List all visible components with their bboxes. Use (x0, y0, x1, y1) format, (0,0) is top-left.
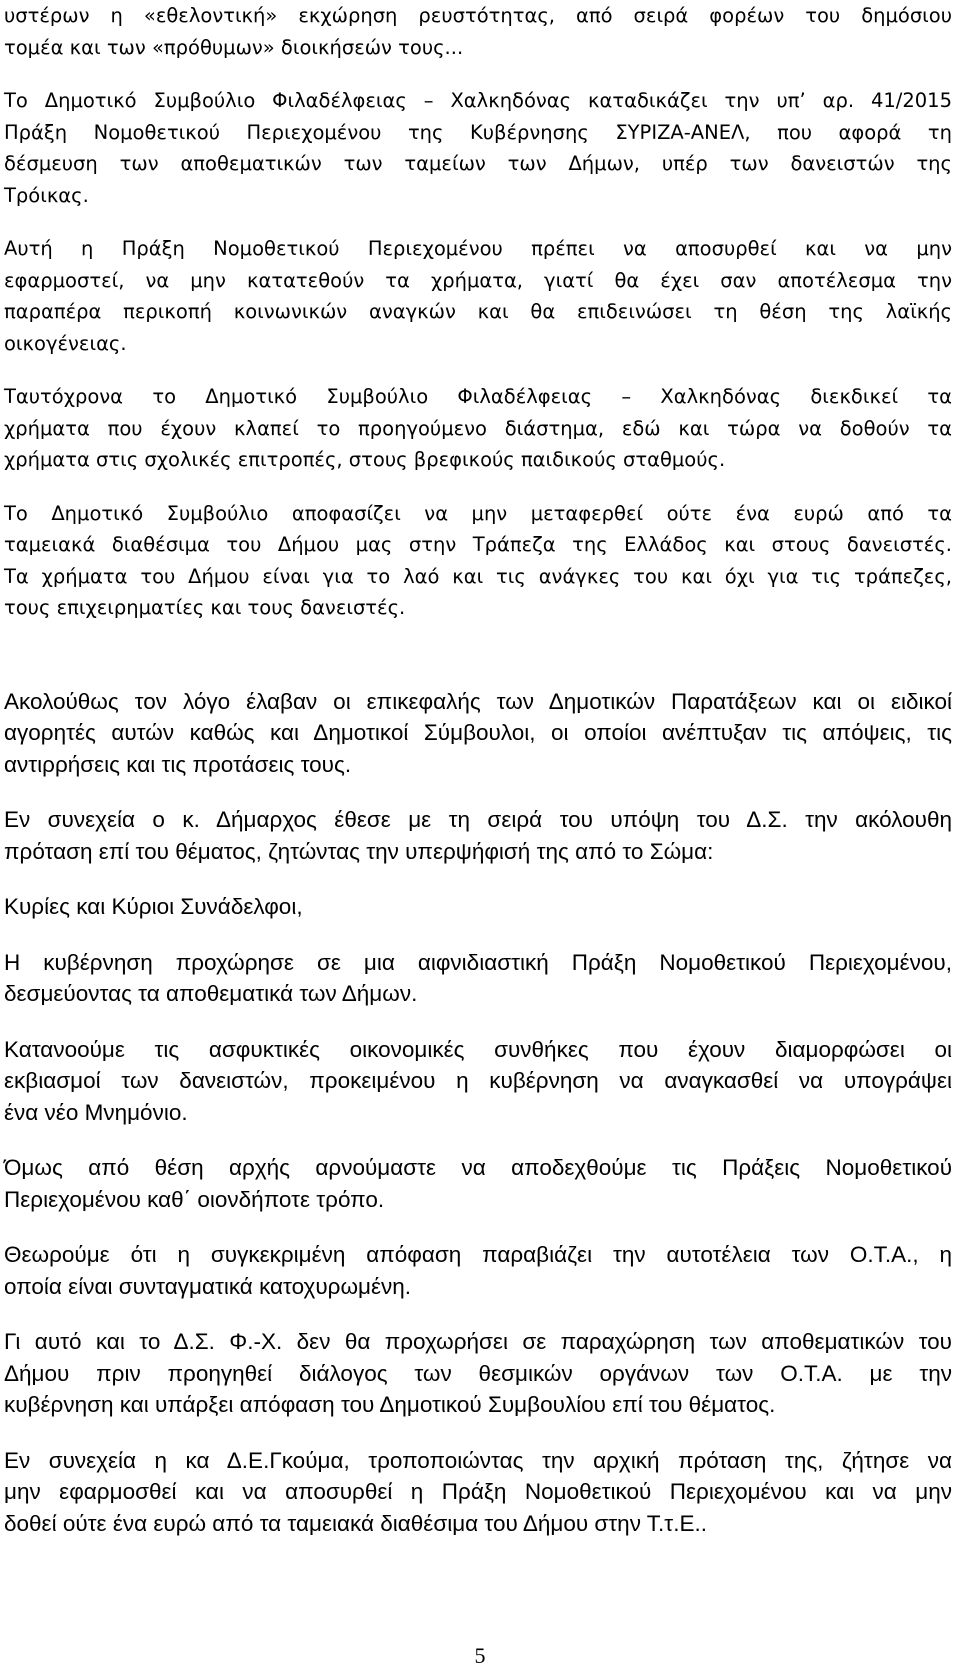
paragraph (4, 686, 952, 781)
text-line: αγορητές αυτών καθώς και Δημοτικοί Σύμβουλοι, οι οποίοι ανέπτυξαν τις απόψεις, τις (4, 720, 952, 745)
text-line: Αυτή η Πράξη Νομοθετικού Περιεχομένου πρέπει να αποσυρθεί και να μην (4, 237, 952, 260)
text-line: Τρόικας. (4, 183, 89, 207)
text-line: Εν συνεχεία η κα Δ.Ε.Γκούμα, τροποποιώντας την αρχική πρόταση της, ζήτησε να (4, 1447, 952, 1473)
paragraph (4, 1445, 952, 1540)
text-line: Εν συνεχεία ο κ. Δήμαρχος έθεσε με τη σειρά του υπόψη του Δ.Σ. την ακόλουθη (4, 807, 952, 832)
text-line: οικογένειας. (4, 331, 127, 355)
paragraph (4, 233, 952, 359)
text-line: πρόταση επί του θέματος, ζητώντας την υπερψήφισή της από το Σώμα: (4, 838, 714, 864)
text-line: Δήμου πριν προηγηθεί διάλογος των θεσμικών οργάνων των Ο.Τ.Α. με την (4, 1360, 952, 1386)
text-line: Όμως από θέση αρχής αρνούμαστε να αποδεχθούμε τις Πράξεις Νομοθετικού (4, 1155, 952, 1180)
paragraph (4, 947, 952, 1010)
text-line: υστέρων η «εθελοντική» εκχώρηση ρευστότητας, από σειρά φορέων του δημόσιου (4, 4, 952, 27)
text-line: Πράξη Νομοθετικού Περιεχομένου της Κυβέρνησης ΣΥΡΙΖΑ-ΑΝΕΛ, που αφορά τη (4, 120, 952, 144)
text-line: Ταυτόχρονα το Δημοτικό Συμβούλιο Φιλαδέλφειας – Χαλκηδόνας διεκδικεί τα (4, 385, 952, 408)
text-line: Ακολούθως τον λόγο έλαβαν οι επικεφαλής των Δημοτικών Παρατάξεων και οι ειδικοί (4, 688, 952, 714)
text-line: ένα νέο Μνημόνιο. (4, 1099, 188, 1125)
text-line: δοθεί ούτε ένα ευρώ από τα ταμειακά διαθέσιμα του Δήμου στην Τ.τ.Ε.. (4, 1510, 707, 1536)
text-line: χρήματα στις σχολικές επιτροπές, στους βρεφικούς παιδικούς σταθμούς. (4, 448, 726, 471)
text-line: εφαρμοστεί, να μην κατατεθούν τα χρήματα, γιατί θα έχει σαν αποτέλεσμα την (4, 268, 952, 292)
text-line: Το Δημοτικό Συμβούλιο αποφασίζει να μην μεταφερθεί ούτε ένα ευρώ από τα (4, 501, 952, 525)
text-line: Το Δημοτικό Συμβούλιο Φιλαδέλφειας – Χαλκηδόνας καταδικάζει την υπ’ αρ. 41/2015 (4, 89, 952, 112)
paragraph (4, 804, 952, 867)
section-gap (4, 646, 952, 686)
paragraph (4, 1239, 952, 1302)
text-line: Θεωρούμε ότι η συγκεκριμένη απόφαση παραβιάζει την αυτοτέλεια των Ο.Τ.Α., η (4, 1242, 952, 1267)
text-line: κυβέρνηση και υπάρξει απόφαση του Δημοτικού Συμβουλίου επί του θέματος. (4, 1392, 776, 1417)
paragraph (4, 498, 952, 624)
page-number: 5 (474, 1643, 486, 1668)
text-line: οποία είναι συνταγματικά κατοχυρωμένη. (4, 1273, 412, 1299)
minutes-text-section (4, 686, 952, 1540)
paragraph (4, 1326, 952, 1421)
text-line: δεσμεύοντας τα αποθεματικά των Δήμων. (4, 981, 418, 1006)
text-line: τους επιχειρηματίες και τους δανειστές. (4, 596, 406, 619)
text-line: τομέα και των «πρόθυμων» διοικήσεών τους... (4, 35, 464, 59)
text-line: μην εφαρμοσθεί και να αποσυρθεί η Πράξη Νομοθετικού Περιεχομένου και να μην (4, 1479, 952, 1504)
paragraph (4, 85, 952, 211)
text-line: Κατανοούμε τις ασφυκτικές οικονομικές συνθήκες που έχουν διαμορφώσει οι (4, 1036, 952, 1062)
text-line: Κυρίες και Κύριοι Συνάδελφοι, (4, 894, 303, 919)
text-line: Γι αυτό και το Δ.Σ. Φ.-Χ. δεν θα προχωρήσει σε παραχώρηση των αποθεματικών του (4, 1329, 952, 1354)
text-line: εκβιασμοί των δανειστών, προκειμένου η κυβέρνηση να αναγκασθεί να υπογράψει (4, 1068, 952, 1093)
text-line: Η κυβέρνηση προχώρησε σε μια αιφνιδιαστική Πράξη Νομοθετικού Περιεχομένου, (4, 949, 952, 975)
paragraph (4, 0, 952, 63)
text-line: Περιεχομένου καθ΄ οιονδήποτε τρόπο. (4, 1186, 385, 1212)
paragraph (4, 1152, 952, 1215)
text-line: παραπέρα περικοπή κοινωνικών αναγκών και θα επιδεινώσει τη θέση της λαϊκής (4, 300, 952, 323)
text-line: δέσμευση των αποθεματικών των ταμείων των Δήμων, υπέρ των δανειστών της (4, 152, 952, 175)
resolution-text-section (4, 0, 952, 624)
document-body (4, 0, 952, 1563)
text-line: ταμειακά διαθέσιμα του Δήμου μας στην Τράπεζα της Ελλάδος και στους δανειστές. (4, 533, 952, 556)
paragraph (4, 1034, 952, 1129)
text-line: αντιρρήσεις και τις προτάσεις τους. (4, 751, 352, 777)
text-line: Τα χρήματα του Δήμου είναι για το λαό και τις ανάγκες του και όχι για τις τράπεζες, (4, 564, 952, 588)
text-line: χρήματα που έχουν κλαπεί το προηγούμενο διάστημα, εδώ και τώρα να δοθούν τα (4, 416, 952, 440)
paragraph (4, 381, 952, 476)
paragraph (4, 891, 952, 923)
